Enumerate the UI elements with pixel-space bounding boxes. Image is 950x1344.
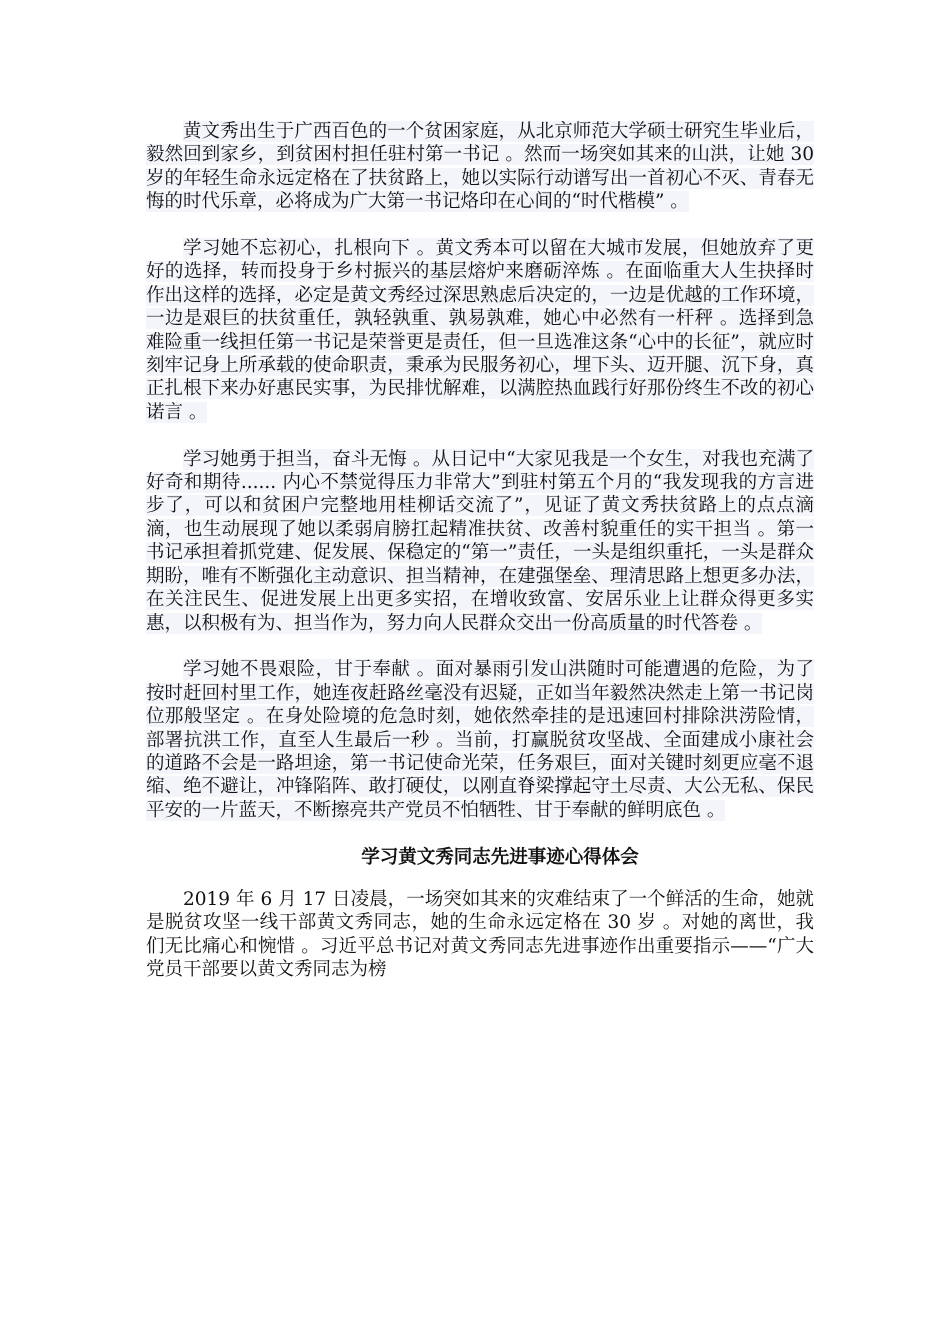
paragraph-text: 黄文秀出生于广西百色的一个贫困家庭，从北京师范大学硕士研究生毕业后，毅然回到家乡，到贫困村担任驻村第一书记 。然而一场突如其来的山洪，让她 30 岁的年轻生命永远定格在了扶贫路上，她以实际行动谱写出一首初心不灭、青春无悔的时代乐章，必将成为广大第一书记烙印在心间的“时代楷模” 。 bbox=[146, 121, 814, 213]
document-body bbox=[146, 120, 814, 1005]
paragraph-text: 2019 年 6 月 17 日凌晨，一场突如其来的灾难结束了一个鲜活的生命，她就是脱贫攻坚一线干部黄文秀同志，她的生命永远定格在 30 岁 。对她的离世，我们无比痛心和惋惜 。习近平总书记对黄文秀同志先进事迹作出重要指示——“广大党员干部要以黄文秀同志为榜 bbox=[146, 888, 814, 981]
paragraph-final bbox=[146, 888, 814, 982]
paragraph-intro bbox=[146, 120, 814, 214]
paragraph-fearless-dedication bbox=[146, 658, 814, 822]
paragraph-text: 学习她不畏艰险，甘于奉献 。面对暴雨引发山洪随时可能遭遇的危险，为了按时赶回村里工作，她连夜赶路丝毫没有迟疑，正如当年毅然决然走上第一书记岗位那般坚定 。在身处险境的危急时刻，她依然牵挂的是迅速回村排除洪涝险情，部署抗洪工作，直至人生最后一秒 。当前，打赢脱贫攻坚战、全面建成小康社会的道路不会是一路坦途，第一书记使命光荣，任务艰巨，面对关键时刻更应毫不退缩、绝不避让，冲锋陷阵、敢打硬仗，以刚直脊梁撑起守土尽责、大公无私、保民平安的一片蓝天，不断擦亮共产党员不怕牺牲、甘于奉献的鲜明底色 。 bbox=[146, 659, 814, 821]
paragraph-text: 学习她勇于担当，奋斗无悔 。从日记中“大家见我是一个女生，对我也充满了好奇和期待...... 内心不禁觉得压力非常大”到驻村第五个月的“我发现我的方言进步了，可以和贫困户完整地用桂柳话交流了”，见证了黄文秀扶贫路上的点点滴滴，也生动展现了她以柔弱肩膀扛起精准扶贫、改善村貌重任的实干担当 。第一书记承担着抓党建、促发展、保稳定的“第一”责任，一头是组织重托，一头是群众期盼，唯有不断强化主动意识、担当精神，在建强堡垒、理清思路上想更多办法，在关注民生、促进发展上出更多实招，在增收致富、安居乐业上让群众得更多实惠，以积极有为、担当作为，努力向人民群众交出一份高质量的时代答卷 。 bbox=[146, 448, 814, 634]
paragraph-not-forget-original-aspiration bbox=[146, 237, 814, 424]
section-heading: 学习黄文秀同志先进事迹心得体会 bbox=[361, 846, 639, 868]
paragraph-take-responsibility bbox=[146, 448, 814, 635]
paragraph-text: 学习她不忘初心，扎根向下 。黄文秀本可以留在大城市发展，但她放弃了更好的选择，转而投身于乡村振兴的基层熔炉来磨砺淬炼 。在面临重大人生抉择时作出这样的选择，必定是黄文秀经过深思熟虑后决定的，一边是优越的工作环境，一边是艰巨的扶贫重任，孰轻孰重、孰易孰难，她心中必然有一杆秤 。选择到急难险重一线担任第一书记是荣誉更是责任，但一旦选准这条“心中的长征”，就应时刻牢记身上所承载的使命职责，秉承为民服务初心，埋下头、迈开腿、沉下身，真正扎根下来办好惠民实事，为民排忧解难，以满腔热血践行好那份终生不改的初心诺言 。 bbox=[146, 238, 814, 423]
